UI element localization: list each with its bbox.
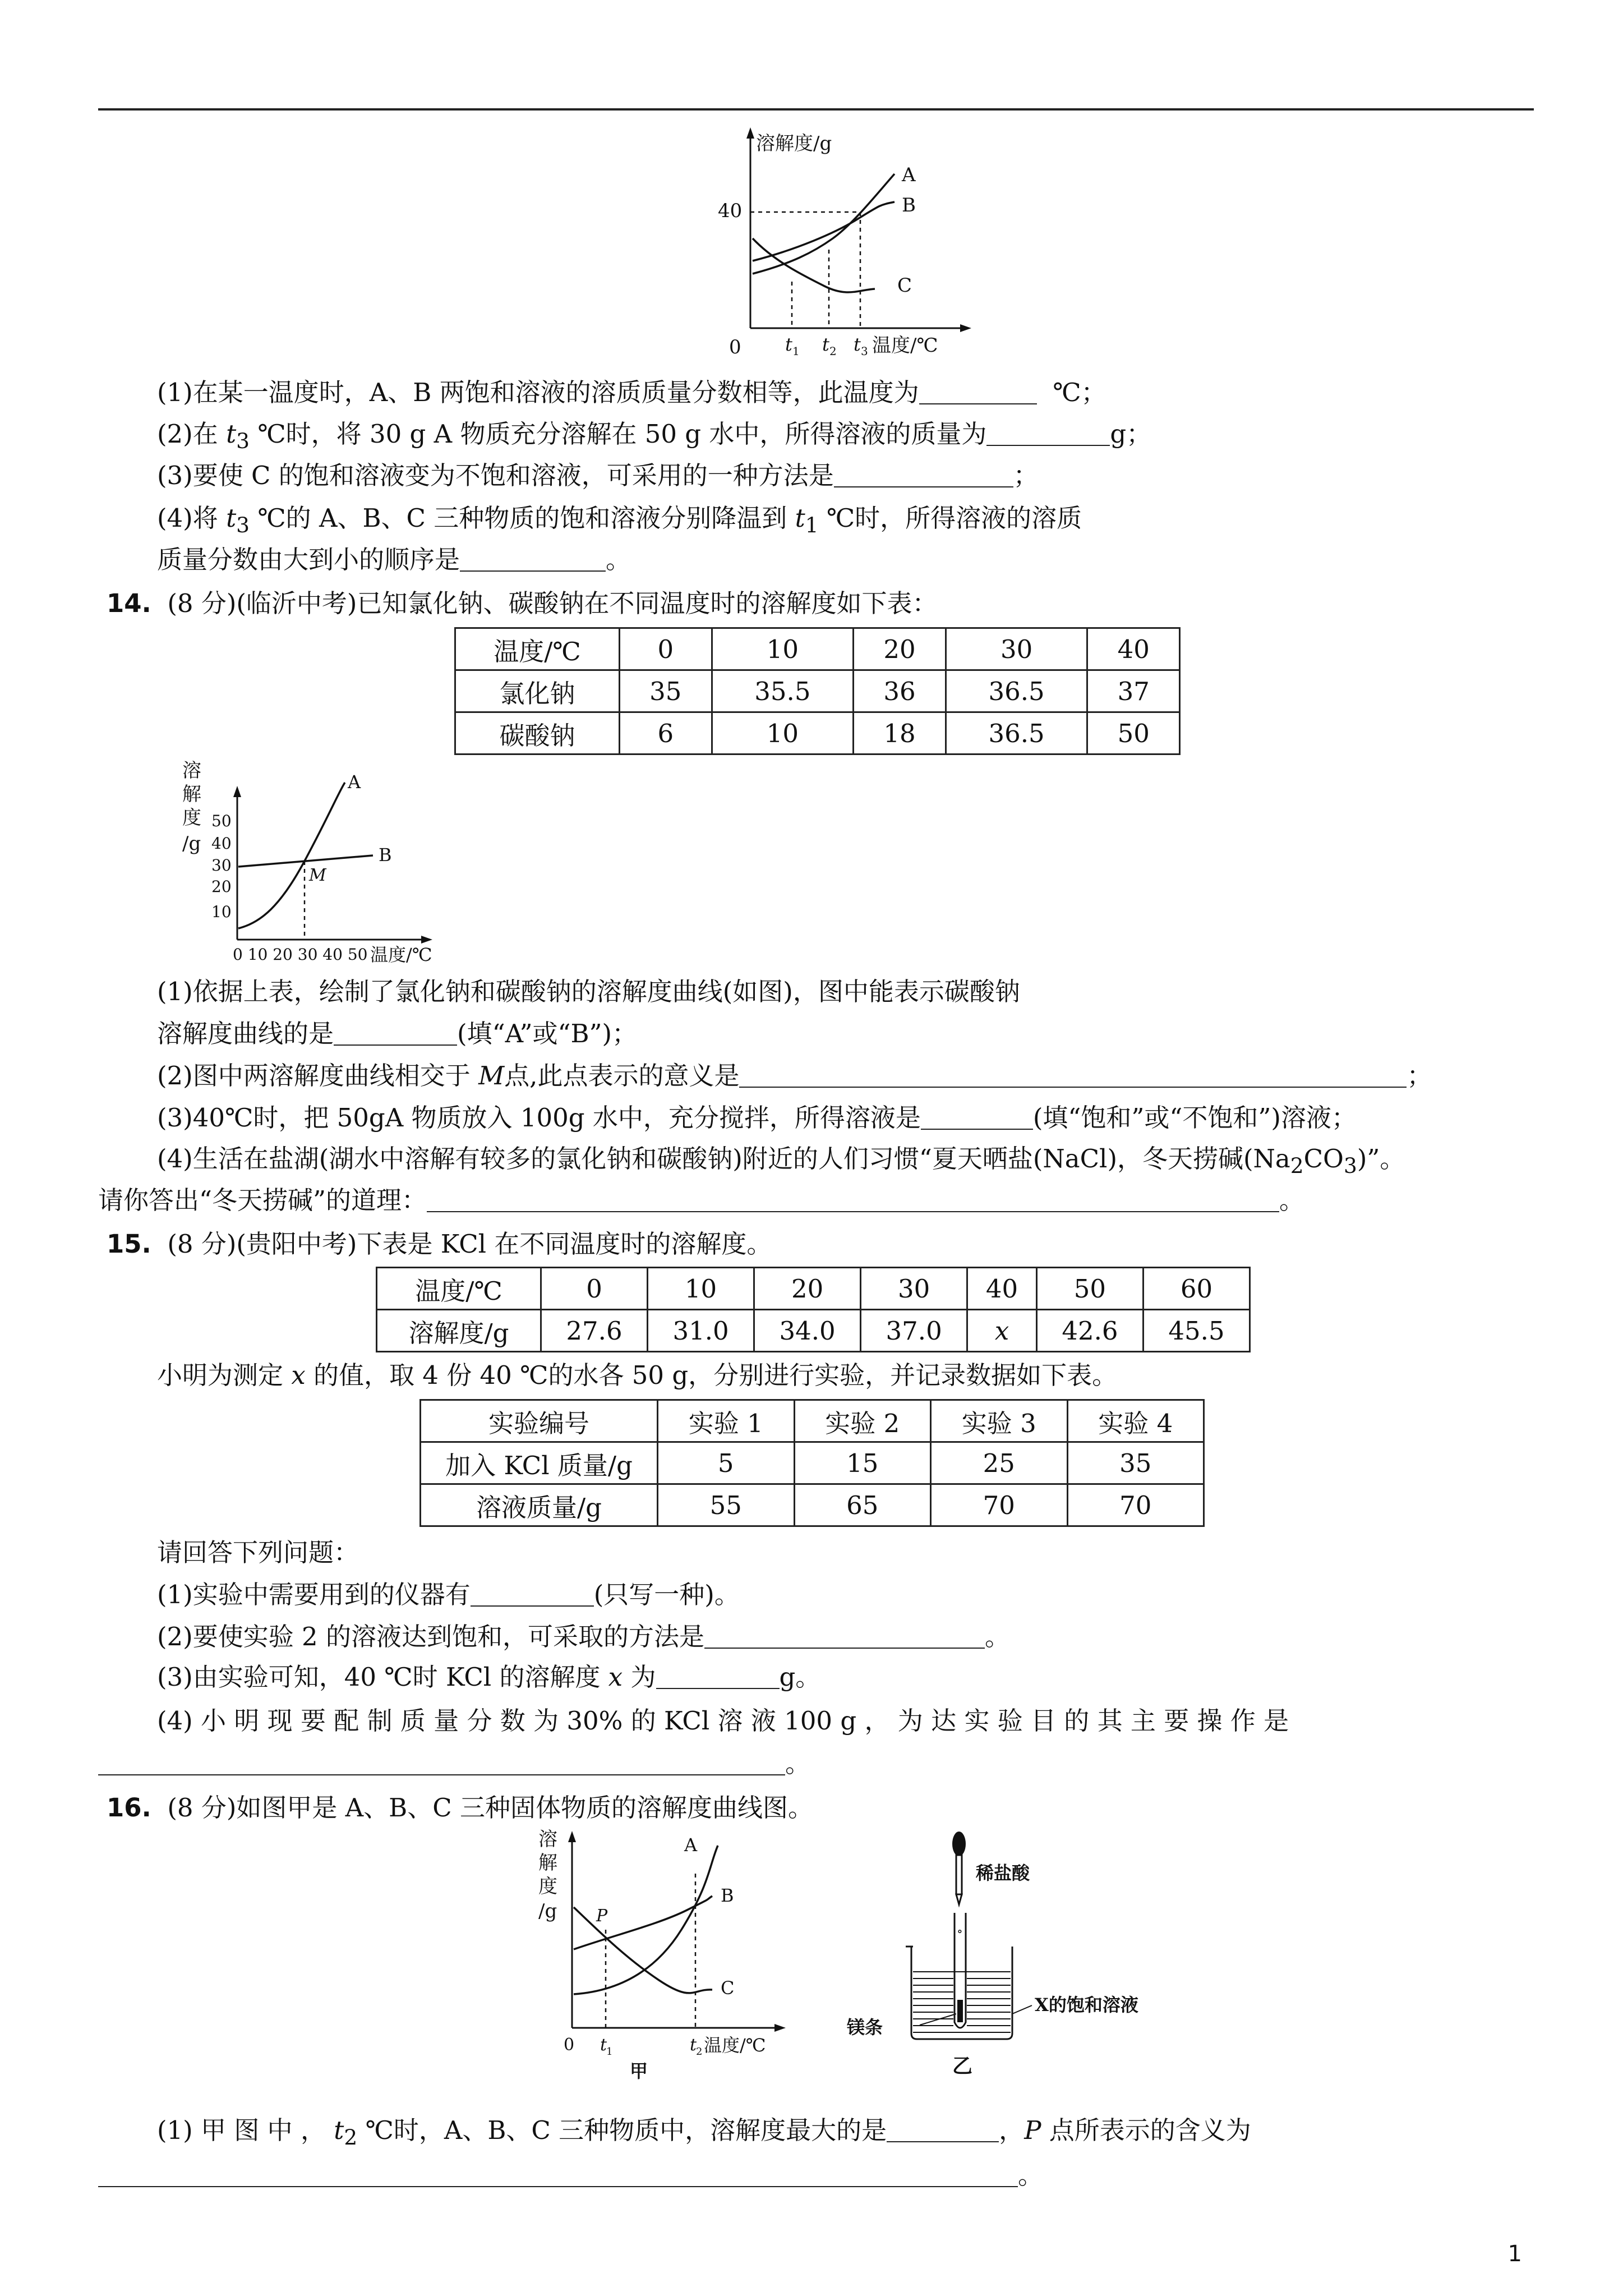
svg-text:0: 0 bbox=[564, 2035, 575, 2055]
q15-part1: (1)实验中需要用到的仪器有 (只写一种)。 bbox=[157, 1580, 740, 1609]
svg-text:3: 3 bbox=[861, 344, 868, 356]
q15-experiment-table bbox=[419, 1399, 1205, 1527]
svg-text:C: C bbox=[897, 274, 912, 297]
q13-part4-cont: 质量分数由大到小的顺序是 。 bbox=[157, 545, 631, 574]
label-solution: X的饱和溶液 bbox=[1035, 1994, 1138, 2016]
svg-text:B: B bbox=[721, 1885, 734, 1906]
answer-blank[interactable] bbox=[919, 381, 1037, 404]
table-header-row: 温度/℃ 0 10 20 30 40 bbox=[455, 628, 1180, 670]
answer-blank[interactable] bbox=[471, 1583, 594, 1607]
table-row: 溶液质量/g 55 65 70 70 bbox=[421, 1484, 1204, 1526]
q15-part3: (3)由实验可知，40 ℃时 KCl 的溶解度 x 为 g。 bbox=[157, 1662, 821, 1692]
q16-graph-jia bbox=[530, 1823, 810, 2081]
svg-text:解: 解 bbox=[182, 783, 201, 806]
q13-part3: (3)要使 C 的饱和溶液变为不饱和溶液，可采用的一种方法是 ； bbox=[157, 461, 1039, 490]
curve-a bbox=[753, 174, 895, 274]
answer-blank[interactable] bbox=[921, 1106, 1033, 1130]
svg-text:0 10 20 30 40 50: 0 10 20 30 40 50 bbox=[233, 945, 368, 964]
answer-blank[interactable] bbox=[739, 1064, 1407, 1088]
svg-text:50: 50 bbox=[211, 812, 232, 830]
answer-blank[interactable] bbox=[986, 422, 1110, 446]
caption-jia: 甲 bbox=[630, 2060, 648, 2081]
q13-solubility-graph bbox=[712, 121, 976, 356]
svg-text:A: A bbox=[902, 164, 916, 186]
svg-text:10: 10 bbox=[211, 903, 232, 921]
svg-text:溶: 溶 bbox=[182, 760, 201, 782]
q16-apparatus-yi bbox=[847, 1826, 1161, 2084]
q15-ask: 请回答下列问题： bbox=[157, 1538, 359, 1567]
q14-part1: (1)依据上表，绘制了氯化钠和碳酸钠的溶解度曲线(如图)，图中能表示碳酸钠 bbox=[157, 977, 1020, 1006]
svg-text:20: 20 bbox=[211, 877, 232, 896]
svg-text:1: 1 bbox=[606, 2046, 613, 2058]
svg-text:A: A bbox=[348, 771, 361, 793]
curve-c bbox=[753, 238, 875, 292]
svg-text:B: B bbox=[379, 844, 392, 866]
q14-part3: (3)40℃时，把 50gA 物质放入 100g 水中，充分搅拌，所得溶液是 (填“饱和”或“不饱和”)溶液； bbox=[157, 1103, 1357, 1133]
q16-title: 16. (8 分)如图甲是 A、B、C 三种固体物质的溶解度曲线图。 bbox=[107, 1793, 813, 1823]
svg-text:/g: /g bbox=[182, 832, 201, 855]
svg-text:度: 度 bbox=[182, 807, 201, 829]
q14-part5: 请你答出“冬天捞碱”的道理： 。 bbox=[98, 1185, 1305, 1215]
svg-text:t: t bbox=[785, 334, 792, 355]
label-acid: 稀盐酸 bbox=[976, 1862, 1030, 1884]
svg-text:40: 40 bbox=[718, 200, 743, 222]
q14-part4: (4)生活在盐湖(湖水中溶解有较多的氯化钠和碳酸钠)附近的人们习惯“夏天晒盐(NaCl)，冬天捞碱$(Na_2CO_3)$”。 bbox=[157, 1144, 1405, 1178]
curve-b bbox=[753, 202, 895, 261]
svg-text:A: A bbox=[684, 1834, 698, 1856]
svg-text:∘: ∘ bbox=[957, 1925, 963, 1939]
answer-blank[interactable] bbox=[98, 2164, 1018, 2187]
svg-text:1: 1 bbox=[792, 344, 800, 356]
x-axis-label: 温度/℃ bbox=[370, 944, 432, 965]
svg-text:解: 解 bbox=[538, 1852, 557, 1874]
y-axis-label: 溶解度/g bbox=[756, 132, 832, 155]
answer-blank[interactable] bbox=[427, 1189, 1279, 1212]
q15-part4-cont: 。 bbox=[98, 1748, 810, 1779]
answer-blank[interactable] bbox=[98, 1752, 785, 1775]
q14-part2: (2)图中两溶解度曲线相交于 M点,此点表示的意义是 ； bbox=[157, 1061, 1432, 1091]
q15-kcl-solubility-table bbox=[376, 1267, 1251, 1352]
mg-strip bbox=[957, 2000, 963, 2022]
svg-text:2: 2 bbox=[829, 344, 837, 356]
svg-text:2: 2 bbox=[696, 2046, 703, 2058]
label-mg: 镁条 bbox=[847, 2017, 883, 2038]
q14-solubility-table bbox=[454, 627, 1181, 755]
table-row: 碳酸钠 6 10 18 36.5 50 bbox=[455, 712, 1180, 754]
answer-blank[interactable] bbox=[334, 1022, 457, 1046]
table-header-row: 温度/℃ 0 10 20 30 40 50 60 bbox=[377, 1268, 1250, 1310]
caption-yi: 乙 bbox=[952, 2054, 973, 2078]
q15-part2: (2)要使实验 2 的溶液达到饱和，可采取的方法是 。 bbox=[157, 1622, 1010, 1651]
q15-part4: (4) 小 明 现 要 配 制 质 量 分 数 为 30% 的 KCl 溶 液 100 g ， 为 达 实 验 目 的 其 主 要 操 作 是 bbox=[157, 1706, 1289, 1736]
table-row: 加入 KCl 质量/g 5 15 25 35 bbox=[421, 1442, 1204, 1484]
curve-b bbox=[574, 1896, 712, 1949]
q13-part4: (4)将 $t_3$ ℃的 A、B、C 三种物质的饱和溶液分别降温到 $t_1$ ℃时，所得溶液的溶质 bbox=[157, 503, 1082, 537]
table-row: 溶解度/g 27.6 31.0 34.0 37.0 x 42.6 45.5 bbox=[377, 1310, 1250, 1352]
answer-blank[interactable] bbox=[887, 2119, 999, 2142]
svg-text:C: C bbox=[721, 1977, 735, 1999]
q15-title: 15. (8 分)(贵阳中考)下表是 KCl 在不同温度时的溶解度。 bbox=[107, 1229, 772, 1259]
page-number: 1 bbox=[1507, 2241, 1522, 2267]
answer-blank[interactable] bbox=[460, 548, 606, 572]
svg-text:/g: /g bbox=[538, 1900, 557, 1922]
curve-c bbox=[574, 1907, 712, 1993]
table-header-row: 实验编号 实验 1 实验 2 实验 3 实验 4 bbox=[421, 1400, 1204, 1442]
answer-blank[interactable] bbox=[656, 1665, 780, 1689]
q13-part2: (2)在 $t_3$ ℃时，将 30 g A 物质充分溶解在 50 g 水中，所得溶液的质量为 g； bbox=[157, 419, 1152, 453]
svg-text:30: 30 bbox=[211, 856, 232, 875]
top-rule bbox=[98, 108, 1534, 111]
q13-part1: (1)在某一温度时，A、B 两饱和溶液的溶质质量分数相等，此温度为 ℃； bbox=[157, 378, 1106, 407]
q14-part1-cont: 溶解度曲线的是 (填“A”或“B”)； bbox=[157, 1019, 638, 1048]
svg-text:40: 40 bbox=[211, 834, 232, 853]
q14-solubility-graph bbox=[177, 754, 468, 968]
answer-blank[interactable] bbox=[834, 464, 1013, 487]
answer-blank[interactable] bbox=[704, 1625, 985, 1649]
svg-text:P: P bbox=[596, 1906, 608, 1926]
svg-text:0: 0 bbox=[729, 336, 741, 356]
x-axis-label: 温度/℃ bbox=[872, 334, 938, 356]
svg-text:t: t bbox=[600, 2035, 607, 2055]
table-row: 氯化钠 35 35.5 36 36.5 37 bbox=[455, 670, 1180, 712]
svg-text:t: t bbox=[854, 334, 861, 355]
svg-text:t: t bbox=[822, 334, 829, 355]
x-axis-label: 温度/℃ bbox=[704, 2035, 766, 2056]
curve-a bbox=[238, 783, 345, 928]
dropper-bulb-icon bbox=[952, 1832, 966, 1856]
svg-text:t: t bbox=[690, 2035, 697, 2055]
q16-part1: (1) 甲 图 中 ， $t_2$ ℃时，A、B、C 三种物质中，溶解度最大的是 ，P 点所表示的含义为 bbox=[157, 2115, 1251, 2150]
svg-text:度: 度 bbox=[538, 1875, 557, 1898]
svg-text:溶: 溶 bbox=[538, 1828, 557, 1851]
q15-intro: 小明为测定 x 的值，取 4 份 40 ℃的水各 50 g，分别进行实验，并记录数据如下表。 bbox=[157, 1360, 1118, 1390]
q16-part1-cont: 。 bbox=[98, 2160, 1043, 2191]
svg-text:B: B bbox=[902, 194, 916, 217]
svg-text:M: M bbox=[309, 866, 326, 885]
q14-title: 14. (8 分)(临沂中考)已知氯化钠、碳酸钠在不同温度时的溶解度如下表： bbox=[107, 588, 938, 618]
